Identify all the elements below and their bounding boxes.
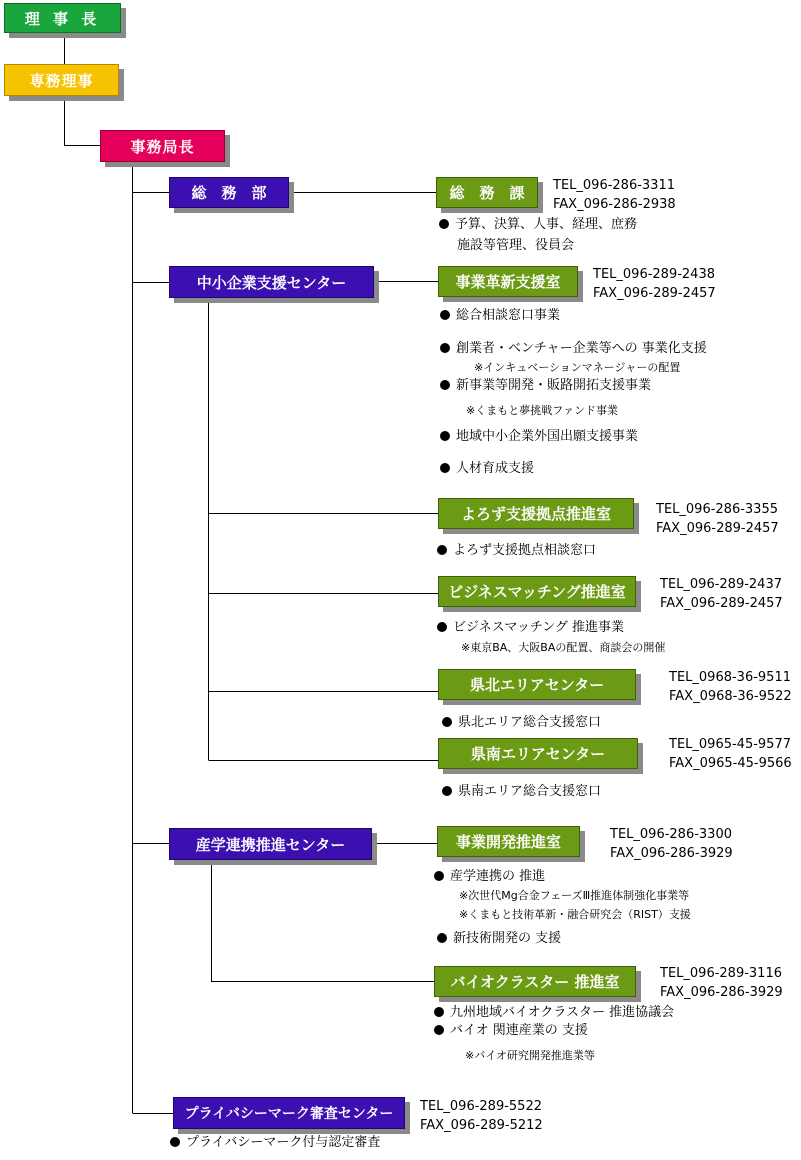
kenhoku-box: [438, 669, 636, 700]
bullet-icon: [440, 380, 450, 390]
kenhoku-tel: TEL_0968-36-9511: [669, 670, 791, 685]
business-matching-fax: FAX_096-289-2457: [660, 596, 783, 611]
bullet-icon: [437, 933, 447, 943]
business-matching-label: ビジネスマッチング推進室: [448, 583, 626, 601]
kennan-box: [438, 738, 638, 769]
bullet-icon: [440, 463, 450, 473]
business-innovation-item-2: 創業者・ベンチャー企業等への 事業化支援: [440, 340, 707, 357]
bio-cluster-item-1: 九州地域バイオクラスター 推進協議会: [434, 1004, 674, 1021]
general-affairs-tel: TEL_096-286-3311: [553, 178, 675, 193]
general-affairs-contact: [553, 176, 676, 214]
bio-cluster-item-2: バイオ 関連産業の 支援: [434, 1022, 588, 1039]
privacy-mark-contact: [420, 1097, 543, 1135]
bullet-icon: [434, 1025, 444, 1035]
general-affairs-item-1-cont: 施設等管理、役員会: [457, 238, 575, 253]
business-matching-note-1: ※東京BA、大阪BAの配置、商談会の開催: [461, 641, 666, 654]
yorozu-contact: [656, 500, 779, 538]
business-development-fax: FAX_096-286-3929: [610, 846, 733, 861]
kennan-fax: FAX_0965-45-9566: [669, 756, 792, 771]
business-matching-item-1: ビジネスマッチング 推進事業: [437, 619, 624, 636]
bullet-icon: [440, 431, 450, 441]
kenhoku-contact: [669, 668, 792, 706]
business-innovation-tel: TEL_096-289-2438: [593, 267, 715, 282]
yorozu-fax: FAX_096-289-2457: [656, 521, 779, 536]
secretary-general-label: 事務局長: [130, 137, 195, 156]
general-affairs-item-1: 予算、決算、人事、経理、庶務: [439, 216, 637, 233]
kenhoku-label: 県北エリアセンター: [469, 676, 605, 694]
business-innovation-item-5: 人材育成支援: [440, 460, 534, 477]
industry-academia-center-label: 産学連携推進センター: [195, 835, 346, 854]
kennan-tel: TEL_0965-45-9577: [669, 737, 791, 752]
yorozu-tel: TEL_096-286-3355: [656, 502, 778, 517]
kenhoku-fax: FAX_0968-36-9522: [669, 689, 792, 704]
bio-cluster-fax: FAX_096-286-3929: [660, 985, 783, 1000]
business-innovation-item-3: 新事業等開発・販路開拓支援事業: [440, 377, 651, 394]
kenhoku-item-1: 県北エリア総合支援窓口: [442, 714, 601, 731]
secretary-general-box: [100, 130, 225, 162]
business-innovation-note-2: ※インキュベーションマネージャーの配置: [474, 361, 681, 374]
business-innovation-item-4: 地域中小企業外国出願支援事業: [440, 428, 638, 445]
privacy-mark-center-box: [173, 1097, 405, 1129]
industry-academia-center-box: [169, 828, 372, 860]
business-development-item-1: 産学連携の 推進: [434, 868, 545, 885]
general-affairs-section-label: 総 務 課: [449, 184, 525, 202]
chairman-label: 理 事 長: [24, 9, 101, 28]
yorozu-item-1: よろず支援拠点相談窓口: [437, 542, 596, 559]
business-development-item-2: 新技術開発の 支援: [437, 930, 561, 947]
kennan-item-1: 県南エリア総合支援窓口: [442, 783, 601, 800]
bio-cluster-tel: TEL_096-289-3116: [660, 966, 782, 981]
bullet-icon: [434, 1007, 444, 1017]
business-matching-tel: TEL_096-289-2437: [660, 577, 782, 592]
kennan-label: 県南エリアセンター: [470, 745, 606, 763]
yorozu-box: [438, 498, 634, 529]
executive-director-box: [4, 64, 119, 96]
bullet-icon: [439, 219, 449, 229]
privacy-mark-item-1: プライバシーマーク付与認定審査: [170, 1134, 380, 1151]
privacy-mark-center-label: プライバシーマーク審査センター: [184, 1106, 394, 1122]
general-affairs-dept-box: [169, 177, 289, 208]
bullet-icon: [437, 622, 447, 632]
general-affairs-section-box: [436, 177, 538, 208]
chairman-box: [4, 3, 121, 33]
bullet-icon: [434, 871, 444, 881]
bio-cluster-note-2: ※バイオ研究開発推進業等: [465, 1049, 595, 1062]
executive-director-label: 専務理事: [29, 71, 94, 90]
general-affairs-dept-label: 総 務 部: [191, 184, 267, 202]
connector-academia-vertical: [212, 860, 435, 982]
business-innovation-box: [438, 266, 578, 297]
general-affairs-fax: FAX_096-286-2938: [553, 197, 676, 212]
privacy-mark-fax: FAX_096-289-5212: [420, 1118, 543, 1133]
bio-cluster-box: [434, 966, 636, 997]
bullet-icon: [442, 717, 452, 727]
business-development-contact: [610, 825, 733, 863]
business-matching-box: [438, 576, 636, 607]
bio-cluster-label: バイオクラスター 推進室: [450, 973, 620, 991]
business-innovation-contact: [593, 265, 716, 303]
bullet-icon: [170, 1137, 180, 1147]
business-innovation-note-3: ※くまもと夢挑戦ファンド事業: [466, 404, 618, 417]
bullet-icon: [442, 786, 452, 796]
sme-support-center-label: 中小企業支援センター: [196, 273, 347, 292]
bullet-icon: [440, 343, 450, 353]
business-development-tel: TEL_096-286-3300: [610, 827, 732, 842]
privacy-mark-tel: TEL_096-289-5522: [420, 1099, 542, 1114]
business-matching-contact: [660, 575, 783, 613]
business-innovation-fax: FAX_096-289-2457: [593, 286, 716, 301]
sme-support-center-box: [169, 266, 374, 298]
bullet-icon: [437, 545, 447, 555]
business-innovation-label: 事業革新支援室: [455, 273, 561, 291]
business-development-note-1a: ※次世代Mg合金フェーズⅢ推進体制強化事業等: [459, 889, 690, 902]
business-innovation-item-1: 総合相談窓口事業: [440, 307, 560, 324]
yorozu-label: よろず支援拠点推進室: [460, 505, 611, 523]
business-development-label: 事業開発推進室: [455, 833, 561, 851]
business-development-box: [437, 826, 580, 857]
kennan-contact: [669, 735, 792, 773]
bio-cluster-contact: [660, 964, 783, 1002]
business-development-note-1b: ※くまもと技術革新・融合研究会（RIST）支援: [459, 908, 691, 921]
bullet-icon: [440, 310, 450, 320]
connector-executive-secretary: [65, 96, 101, 146]
